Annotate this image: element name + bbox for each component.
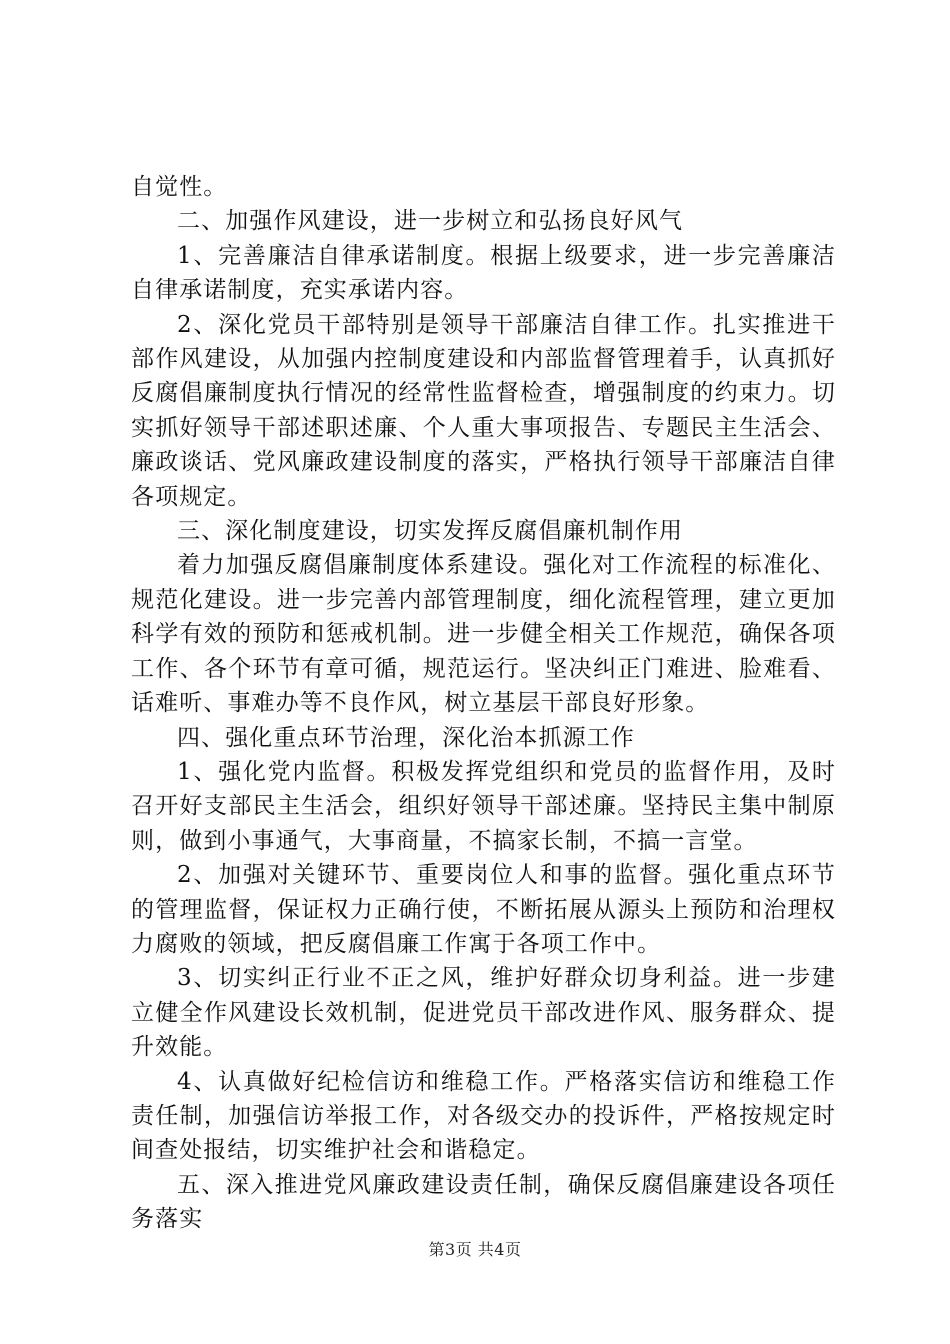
section-heading-2: 二、加强作风建设，进一步树立和弘扬良好风气 — [177, 208, 684, 235]
document-body — [131, 170, 836, 1237]
paragraph-2-2: 2、深化党员干部特别是领导干部廉洁自律工作。扎实推进干部作风建设，从加强内控制度建设和内部监督管理着手，认真抓好反腐倡廉制度执行情况的经常性监督检查，增强制度的约束力。切实抓好领导干部述职述廉、个人重大事项报告、专题民主生活会、廉政谈话、党风廉政建设制度的落实，严格执行领导干部廉洁自律各项规定。 — [131, 311, 836, 510]
section-heading-4: 四、强化重点环节治理，深化治本抓源工作 — [177, 724, 635, 751]
paragraph-4-2: 2、加强对关键环节、重要岗位人和事的监督。强化重点环节的管理监督，保证权力正确行使，不断拓展从源头上预防和治理权力腐败的领域，把反腐倡廉工作寓于各项工作中。 — [131, 862, 836, 957]
paragraph-4-3: 3、切实纠正行业不正之风，维护好群众切身利益。进一步建立健全作风建设长效机制，促进党员干部改进作风、服务群众、提升效能。 — [131, 965, 836, 1061]
section-heading-5: 五、深入推进党风廉政建设责任制，确保反腐倡廉建设各项任务落实 — [131, 1171, 836, 1233]
page-number-footer: 第3页 共4页 — [428, 1240, 522, 1259]
section-heading-3: 三、深化制度建设，切实发挥反腐倡廉机制作用 — [177, 518, 684, 545]
paragraph-3-body: 着力加强反腐倡廉制度体系建设。强化对工作流程的标准化、规范化建设。进一步完善内部管理制度，细化流程管理，建立更加科学有效的预防和惩戒机制。进一步健全相关工作规范，确保各项工作、各个环节有章可循，规范运行。坚决纠正门难进、脸难看、话难听、事难办等不良作风，树立基层干部良好形象。 — [131, 552, 836, 717]
paragraph-continuation: 自觉性。 — [131, 174, 228, 200]
paragraph-4-1: 1、强化党内监督。积极发挥党组织和党员的监督作用，及时召开好支部民主生活会，组织好领导干部述廉。坚持民主集中制原则，做到小事通气，大事商量，不搞家长制，不搞一言堂。 — [131, 758, 836, 854]
paragraph-4-4: 4、认真做好纪检信访和维稳工作。严格落实信访和维稳工作责任制，加强信访举报工作，对各级交办的投诉件，严格按规定时间查处报结，切实维护社会和谐稳定。 — [131, 1068, 836, 1164]
paragraph-2-1: 1、完善廉洁自律承诺制度。根据上级要求，进一步完善廉洁自律承诺制度，充实承诺内容。 — [131, 242, 836, 304]
